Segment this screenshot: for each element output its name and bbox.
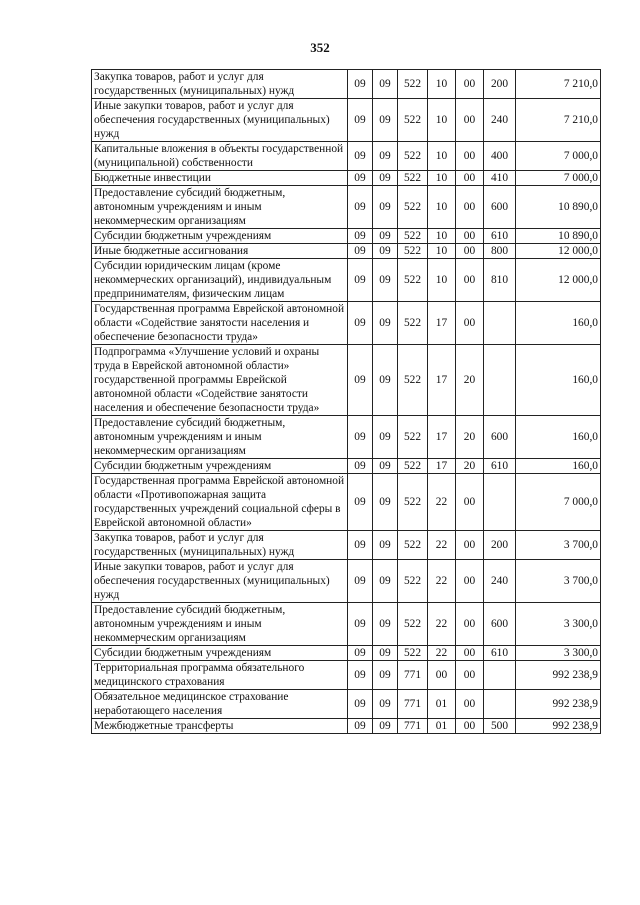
cell-subsection: 09 <box>373 603 398 646</box>
cell-target-item: 00 <box>456 646 484 661</box>
table-row <box>92 690 601 719</box>
cell-target-subprogram: 22 <box>428 603 456 646</box>
cell-name: Государственная программа Еврейской автономной области «Содействие занятости населения и обеспечение безопасности труда» <box>92 302 348 345</box>
cell-subsection: 09 <box>373 459 398 474</box>
cell-amount: 7 210,0 <box>516 70 601 99</box>
cell-target-program: 522 <box>398 459 428 474</box>
cell-target-program: 522 <box>398 345 428 416</box>
cell-target-program: 522 <box>398 229 428 244</box>
cell-name: Закупка товаров, работ и услуг для государственных (муниципальных) нужд <box>92 531 348 560</box>
cell-target-subprogram: 01 <box>428 719 456 734</box>
cell-amount: 160,0 <box>516 416 601 459</box>
cell-expense-type <box>484 690 516 719</box>
cell-target-item: 00 <box>456 603 484 646</box>
cell-expense-type: 800 <box>484 244 516 259</box>
cell-target-item: 00 <box>456 302 484 345</box>
cell-amount: 160,0 <box>516 345 601 416</box>
cell-name: Территориальная программа обязательного медицинского страхования <box>92 661 348 690</box>
cell-subsection: 09 <box>373 302 398 345</box>
cell-section: 09 <box>348 661 373 690</box>
cell-subsection: 09 <box>373 142 398 171</box>
cell-target-subprogram: 22 <box>428 646 456 661</box>
cell-name: Предоставление субсидий бюджетным, автономным учреждениям и иным некоммерческим организациям <box>92 186 348 229</box>
cell-target-item: 00 <box>456 560 484 603</box>
table-row <box>92 474 601 531</box>
cell-target-program: 771 <box>398 719 428 734</box>
cell-subsection: 09 <box>373 70 398 99</box>
cell-section: 09 <box>348 70 373 99</box>
table-row <box>92 603 601 646</box>
cell-target-program: 522 <box>398 560 428 603</box>
cell-amount: 3 700,0 <box>516 560 601 603</box>
cell-expense-type: 200 <box>484 70 516 99</box>
cell-target-subprogram: 17 <box>428 459 456 474</box>
cell-target-subprogram: 10 <box>428 259 456 302</box>
cell-subsection: 09 <box>373 171 398 186</box>
cell-amount: 12 000,0 <box>516 259 601 302</box>
cell-name: Иные закупки товаров, работ и услуг для обеспечения государственных (муниципальных) нужд <box>92 560 348 603</box>
cell-subsection: 09 <box>373 690 398 719</box>
cell-target-subprogram: 22 <box>428 474 456 531</box>
cell-target-subprogram: 10 <box>428 244 456 259</box>
cell-target-item: 00 <box>456 171 484 186</box>
cell-target-subprogram: 10 <box>428 142 456 171</box>
cell-target-item: 00 <box>456 531 484 560</box>
table-row <box>92 560 601 603</box>
cell-expense-type: 610 <box>484 229 516 244</box>
cell-name: Государственная программа Еврейской автономной области «Противопожарная защита государственных учреждений социальной сферы в Еврейской автономной области» <box>92 474 348 531</box>
cell-subsection: 09 <box>373 719 398 734</box>
cell-target-subprogram: 00 <box>428 661 456 690</box>
table-row <box>92 719 601 734</box>
cell-section: 09 <box>348 560 373 603</box>
cell-target-item: 00 <box>456 142 484 171</box>
cell-section: 09 <box>348 142 373 171</box>
cell-target-item: 00 <box>456 719 484 734</box>
table-row <box>92 661 601 690</box>
cell-name: Обязательное медицинское страхование неработающего населения <box>92 690 348 719</box>
cell-target-item: 20 <box>456 416 484 459</box>
cell-section: 09 <box>348 719 373 734</box>
cell-amount: 3 300,0 <box>516 603 601 646</box>
cell-name: Предоставление субсидий бюджетным, автономным учреждениям и иным некоммерческим организациям <box>92 416 348 459</box>
cell-section: 09 <box>348 474 373 531</box>
cell-section: 09 <box>348 690 373 719</box>
cell-name: Закупка товаров, работ и услуг для государственных (муниципальных) нужд <box>92 70 348 99</box>
cell-expense-type: 410 <box>484 171 516 186</box>
cell-target-item: 00 <box>456 229 484 244</box>
cell-subsection: 09 <box>373 259 398 302</box>
cell-name: Межбюджетные трансферты <box>92 719 348 734</box>
cell-target-item: 20 <box>456 345 484 416</box>
cell-target-subprogram: 01 <box>428 690 456 719</box>
cell-amount: 992 238,9 <box>516 661 601 690</box>
cell-subsection: 09 <box>373 345 398 416</box>
cell-amount: 7 210,0 <box>516 99 601 142</box>
cell-target-program: 522 <box>398 474 428 531</box>
cell-target-item: 00 <box>456 690 484 719</box>
cell-expense-type <box>484 302 516 345</box>
cell-subsection: 09 <box>373 244 398 259</box>
budget-table <box>91 69 601 734</box>
cell-section: 09 <box>348 229 373 244</box>
cell-expense-type <box>484 661 516 690</box>
cell-amount: 7 000,0 <box>516 142 601 171</box>
cell-section: 09 <box>348 646 373 661</box>
table-row <box>92 345 601 416</box>
cell-target-program: 522 <box>398 302 428 345</box>
cell-target-program: 522 <box>398 142 428 171</box>
cell-expense-type: 400 <box>484 142 516 171</box>
cell-target-subprogram: 17 <box>428 416 456 459</box>
cell-subsection: 09 <box>373 474 398 531</box>
cell-amount: 7 000,0 <box>516 171 601 186</box>
cell-target-program: 522 <box>398 416 428 459</box>
page-number: 352 <box>310 40 330 55</box>
cell-section: 09 <box>348 416 373 459</box>
cell-target-program: 522 <box>398 70 428 99</box>
cell-amount: 160,0 <box>516 302 601 345</box>
cell-expense-type: 810 <box>484 259 516 302</box>
cell-target-subprogram: 10 <box>428 186 456 229</box>
cell-target-program: 522 <box>398 603 428 646</box>
cell-expense-type: 610 <box>484 646 516 661</box>
cell-name: Субсидии юридическим лицам (кроме некоммерческих организаций), индивидуальным предпринимателям, физическим лицам <box>92 259 348 302</box>
table-row <box>92 99 601 142</box>
cell-amount: 10 890,0 <box>516 186 601 229</box>
cell-target-subprogram: 17 <box>428 345 456 416</box>
cell-target-subprogram: 17 <box>428 302 456 345</box>
cell-target-program: 522 <box>398 259 428 302</box>
cell-amount: 12 000,0 <box>516 244 601 259</box>
cell-target-item: 20 <box>456 459 484 474</box>
table-row <box>92 531 601 560</box>
cell-target-program: 522 <box>398 244 428 259</box>
cell-target-program: 522 <box>398 531 428 560</box>
cell-target-program: 522 <box>398 646 428 661</box>
cell-amount: 10 890,0 <box>516 229 601 244</box>
cell-target-item: 00 <box>456 259 484 302</box>
cell-target-item: 00 <box>456 661 484 690</box>
cell-section: 09 <box>348 99 373 142</box>
cell-subsection: 09 <box>373 416 398 459</box>
cell-expense-type: 600 <box>484 603 516 646</box>
cell-amount: 7 000,0 <box>516 474 601 531</box>
cell-expense-type <box>484 345 516 416</box>
cell-expense-type: 240 <box>484 99 516 142</box>
cell-target-program: 522 <box>398 99 428 142</box>
cell-target-program: 522 <box>398 171 428 186</box>
cell-expense-type: 240 <box>484 560 516 603</box>
cell-target-program: 522 <box>398 186 428 229</box>
cell-target-subprogram: 10 <box>428 229 456 244</box>
cell-subsection: 09 <box>373 99 398 142</box>
table-row <box>92 229 601 244</box>
cell-expense-type <box>484 474 516 531</box>
cell-subsection: 09 <box>373 646 398 661</box>
cell-target-subprogram: 10 <box>428 171 456 186</box>
cell-section: 09 <box>348 302 373 345</box>
cell-target-program: 771 <box>398 661 428 690</box>
table-row <box>92 416 601 459</box>
table-row <box>92 186 601 229</box>
cell-amount: 3 300,0 <box>516 646 601 661</box>
cell-target-item: 00 <box>456 70 484 99</box>
cell-name: Иные закупки товаров, работ и услуг для обеспечения государственных (муниципальных) нужд <box>92 99 348 142</box>
table-row <box>92 70 601 99</box>
cell-subsection: 09 <box>373 531 398 560</box>
cell-name: Подпрограмма «Улучшение условий и охраны труда в Еврейской автономной области» государственной программы Еврейской автономной области «Содействие занятости населения и обеспечение безопасности труда» <box>92 345 348 416</box>
cell-section: 09 <box>348 345 373 416</box>
cell-target-item: 00 <box>456 99 484 142</box>
table-row <box>92 259 601 302</box>
cell-section: 09 <box>348 459 373 474</box>
cell-section: 09 <box>348 259 373 302</box>
cell-target-program: 771 <box>398 690 428 719</box>
cell-name: Субсидии бюджетным учреждениям <box>92 646 348 661</box>
cell-section: 09 <box>348 186 373 229</box>
cell-expense-type: 610 <box>484 459 516 474</box>
cell-target-subprogram: 10 <box>428 99 456 142</box>
table-row <box>92 302 601 345</box>
cell-name: Предоставление субсидий бюджетным, автономным учреждениям и иным некоммерческим организациям <box>92 603 348 646</box>
table-row <box>92 244 601 259</box>
cell-name: Капитальные вложения в объекты государственной (муниципальной) собственности <box>92 142 348 171</box>
cell-section: 09 <box>348 244 373 259</box>
table-row <box>92 171 601 186</box>
cell-amount: 160,0 <box>516 459 601 474</box>
cell-amount: 992 238,9 <box>516 719 601 734</box>
cell-expense-type: 200 <box>484 531 516 560</box>
cell-section: 09 <box>348 171 373 186</box>
cell-expense-type: 600 <box>484 416 516 459</box>
cell-target-item: 00 <box>456 244 484 259</box>
cell-subsection: 09 <box>373 186 398 229</box>
cell-name: Иные бюджетные ассигнования <box>92 244 348 259</box>
cell-target-subprogram: 10 <box>428 70 456 99</box>
cell-subsection: 09 <box>373 229 398 244</box>
cell-target-subprogram: 22 <box>428 531 456 560</box>
table-row <box>92 142 601 171</box>
cell-amount: 992 238,9 <box>516 690 601 719</box>
cell-name: Субсидии бюджетным учреждениям <box>92 229 348 244</box>
table-body <box>92 70 601 734</box>
cell-expense-type: 600 <box>484 186 516 229</box>
cell-target-item: 00 <box>456 186 484 229</box>
cell-amount: 3 700,0 <box>516 531 601 560</box>
table-row <box>92 459 601 474</box>
cell-section: 09 <box>348 603 373 646</box>
cell-subsection: 09 <box>373 560 398 603</box>
cell-subsection: 09 <box>373 661 398 690</box>
cell-name: Бюджетные инвестиции <box>92 171 348 186</box>
cell-target-subprogram: 22 <box>428 560 456 603</box>
cell-expense-type: 500 <box>484 719 516 734</box>
cell-name: Субсидии бюджетным учреждениям <box>92 459 348 474</box>
table-row <box>92 646 601 661</box>
cell-section: 09 <box>348 531 373 560</box>
cell-target-item: 00 <box>456 474 484 531</box>
